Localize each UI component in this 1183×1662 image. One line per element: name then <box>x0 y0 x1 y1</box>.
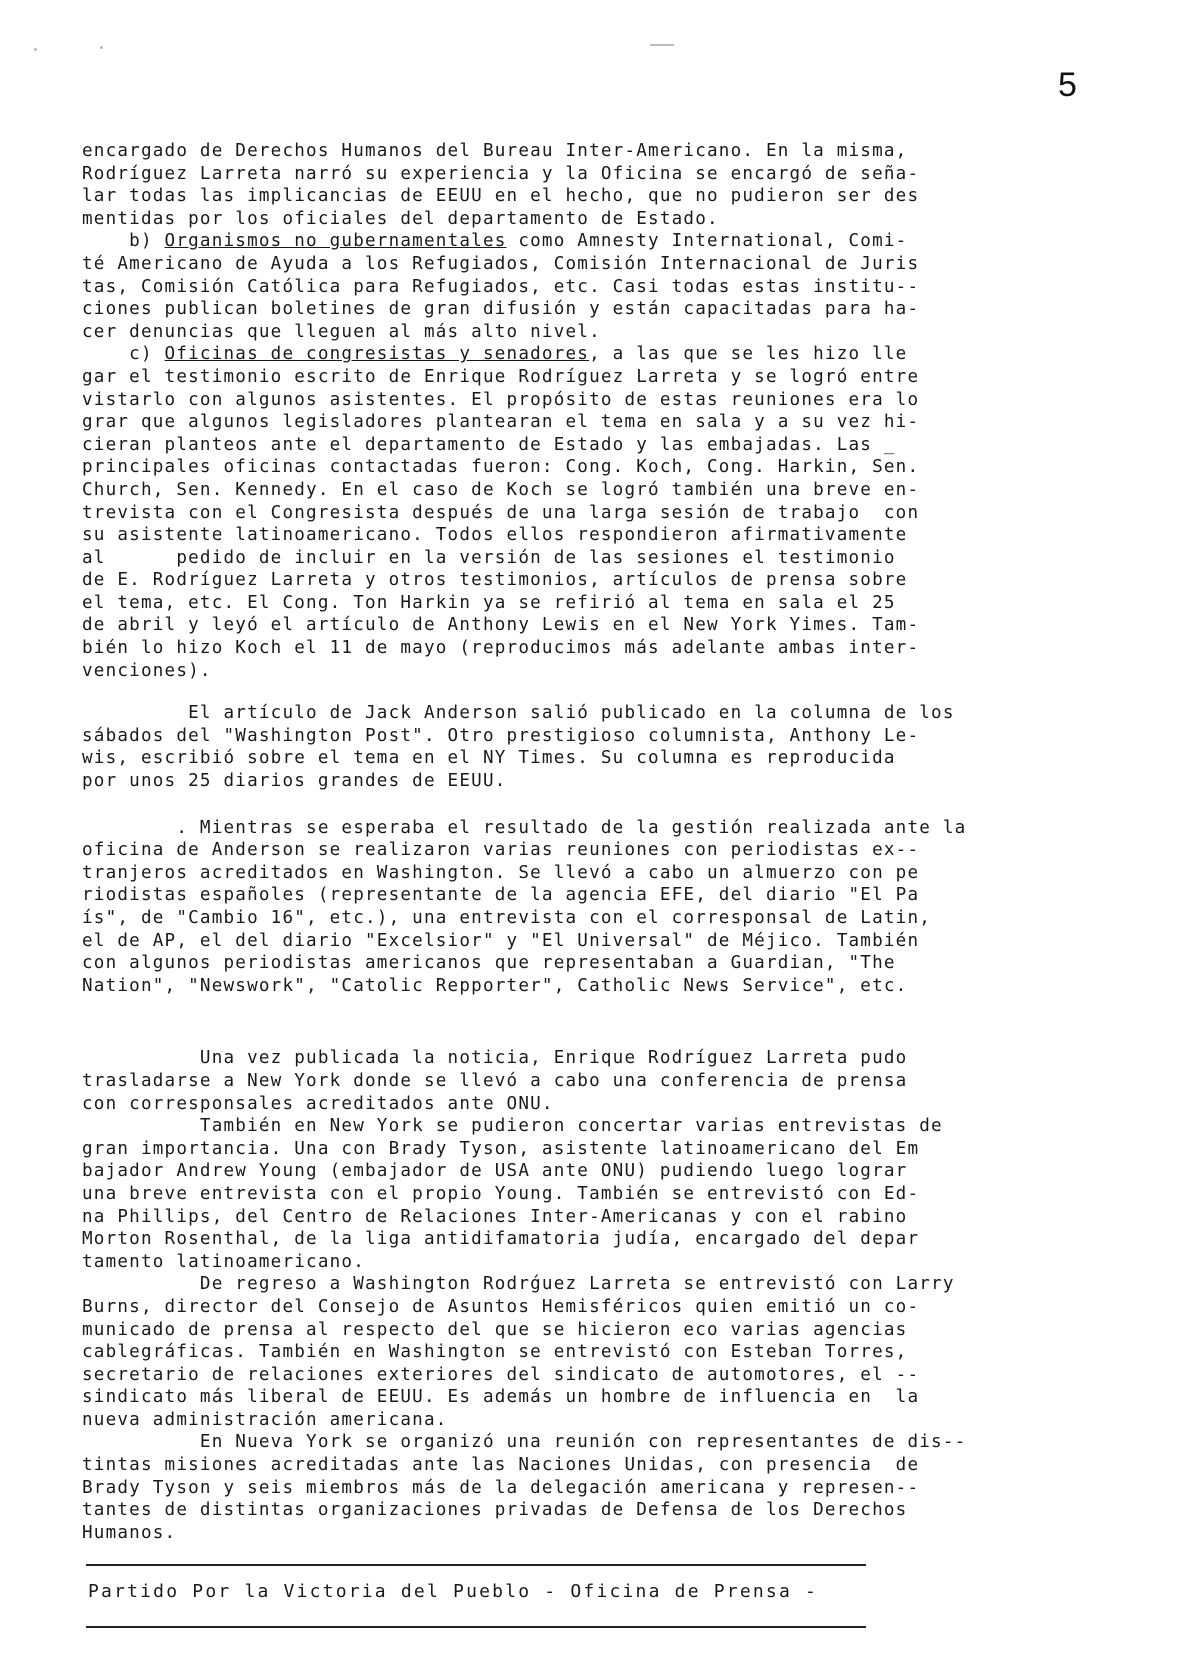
text-line: tantes de distintas organizaciones privadas de Defensa de los Derechos <box>82 1500 908 1521</box>
footer-text: Partido Por la Victoria del Pueblo - Oficina de Prensa - <box>88 1581 819 1602</box>
text-line: Morton Rosenthal, de la liga antidifamatoria judía, encargado del depar <box>82 1229 920 1250</box>
text-line: lar todas las implicancias de EEUU en el hecho, que no pudieron ser des <box>82 186 920 207</box>
text-line: una breve entrevista con el propio Young. También se entrevistó con Ed- <box>82 1183 920 1204</box>
text-line: trevista con el Congresista después de una larga sesión de trabajo con <box>82 502 920 523</box>
text-line: tas, Comisión Católica para Refugiados, etc. Casi todas estas institu-- <box>82 276 920 297</box>
text-line: principales oficinas contactadas fueron: Cong. Koch, Cong. Harkin, Sen. <box>82 457 920 478</box>
text-line: Burns, director del Consejo de Asuntos Hemisféricos quien emitió un co- <box>82 1296 920 1317</box>
item-c <box>82 343 1082 682</box>
text-line: sábados del "Washington Post". Otro prestigioso columnista, Anthony Le- <box>82 725 920 746</box>
text-line: grar que algunos legisladores plantearan el tema en sala y a su vez hi- <box>82 412 920 433</box>
text-line: con corresponsales acreditados ante ONU. <box>82 1093 554 1114</box>
text-line: vistarlo con algunos asistentes. El propósito de estas reuniones era lo <box>82 389 920 410</box>
paragraph-gap <box>82 682 1082 702</box>
text-line: su asistente latinoamericano. Todos ellos respondieron afirmativamente <box>82 525 908 546</box>
text-line: nueva administración americana. <box>82 1409 448 1430</box>
text-line: mentidas por los oficiales del departamento de Estado. <box>82 208 719 229</box>
text-line: bién lo hizo Koch el 11 de mayo (reproducimos más adelante ambas inter- <box>82 638 920 659</box>
text-line: bajador Andrew Young (embajador de USA ante ONU) pudiendo luego lograr <box>82 1161 908 1182</box>
text-line: al pedido de incluir en la versión de las sesiones el testimonio <box>82 547 896 568</box>
text-line: sindicato más liberal de EEUU. Es además un hombre de influencia en la <box>82 1387 920 1408</box>
text-line: En Nueva York se organizó una reunión con representantes de dis-- <box>82 1432 967 1453</box>
item-c-rest: , a las que se les hizo lle <box>589 344 908 365</box>
text-line: Rodríguez Larreta narró su experiencia y la Oficina se encargó de seña- <box>82 163 920 184</box>
text-line: cieran planteos ante el departamento de Estado y las embajadas. Las _ <box>82 434 896 455</box>
text-line: Humanos. <box>82 1522 177 1543</box>
text-line: También en New York se pudieron concertar varias entrevistas de <box>82 1116 943 1137</box>
item-b-heading: Organismos no gubernamentales <box>164 231 507 252</box>
text-line: tamento latinoamericano. <box>82 1251 366 1272</box>
text-line: encargado de Derechos Humanos del Bureau Inter-Americano. En la misma, <box>82 141 908 161</box>
intro-paragraph <box>82 140 1082 230</box>
text-line: por unos 25 diarios grandes de EEUU. <box>82 771 507 792</box>
text-line: El artículo de Jack Anderson salió publicado en la columna de los <box>82 703 955 724</box>
item-c-heading: Oficinas de congresistas y senadores <box>164 344 590 365</box>
text-line: gran importancia. Una con Brady Tyson, asistente latinoamericano del Em <box>82 1138 920 1159</box>
footer-rule-top <box>86 1564 866 1566</box>
item-c-prefix: c) <box>82 344 165 365</box>
text-line: municado de prensa al respecto del que se hicieron eco varias agencias <box>82 1319 908 1340</box>
text-line: . Mientras se esperaba el resultado de la gestión realizada ante la <box>82 817 967 838</box>
scan-speck <box>100 46 103 49</box>
text-line: na Phillips, del Centro de Relaciones Inter-Americanas y con el rabino <box>82 1206 908 1227</box>
footer-rule-bottom <box>86 1626 866 1628</box>
text-line: wis, escribió sobre el tema en el NY Times. Su columna es reproducida <box>82 748 896 769</box>
anderson-paragraph <box>82 702 1082 792</box>
text-line: el de AP, el del diario "Excelsior" y "El Universal" de Méjico. También <box>82 930 920 951</box>
item-b-rest: como Amnesty International, Comi- <box>506 231 908 252</box>
text-line: cer denuncias que lleguen al más alto nivel. <box>82 321 601 342</box>
item-b-prefix: b) <box>82 231 165 252</box>
item-b <box>82 230 1082 343</box>
text-line: tranjeros acreditados en Washington. Se llevó a cabo un almuerzo con pe <box>82 862 920 883</box>
text-line: cablegráficas. También en Washington se entrevistó con Esteban Torres, <box>82 1342 908 1363</box>
newyork-paragraphs <box>82 1047 1082 1544</box>
text-line: tintas misiones acreditadas ante las Naciones Unidas, con presencia de <box>82 1455 920 1476</box>
text-line: con algunos periodistas americanos que representaban a Guardian, "The <box>82 953 896 974</box>
text-line: trasladarse a New York donde se llevó a cabo una conferencia de prensa <box>82 1070 908 1091</box>
scan-speck <box>650 44 674 46</box>
text-line: Brady Tyson y seis miembros más de la delegación americana y represen-- <box>82 1477 920 1498</box>
text-line: té Americano de Ayuda a los Refugiados, Comisión Internacional de Juris <box>82 253 920 274</box>
scan-speck <box>34 48 37 51</box>
document-body <box>82 140 1082 1544</box>
text-line: venciones). <box>82 660 212 681</box>
text-line: ciones publican boletines de gran difusión y están capacitadas para ha- <box>82 299 920 320</box>
item-b-first-line <box>82 230 1082 253</box>
text-line: riodistas españoles (representante de la agencia EFE, del diario "El Pa <box>82 885 920 906</box>
text-line: oficina de Anderson se realizaron varias reuniones con periodistas ex-- <box>82 840 920 861</box>
text-line: de E. Rodríguez Larreta y otros testimonios, artículos de prensa sobre <box>82 570 908 591</box>
text-line: gar el testimonio escrito de Enrique Rodríguez Larreta y se logró entre <box>82 366 920 387</box>
page-number: 5 <box>1058 66 1077 104</box>
text-line: secretario de relaciones exteriores del sindicato de automotores, el -- <box>82 1364 920 1385</box>
text-line: ís", de "Cambio 16", etc.), una entrevista con el corresponsal de Latin, <box>82 908 932 928</box>
text-line: Una vez publicada la noticia, Enrique Rodríguez Larreta pudo <box>82 1048 908 1069</box>
paragraph-gap <box>82 997 1082 1047</box>
text-line: De regreso a Washington Rodrǵuez Larreta se entrevistó con Larry <box>82 1274 955 1295</box>
periodistas-paragraph <box>82 817 1082 998</box>
text-line: de abril y leyó el artículo de Anthony Lewis en el New York Yimes. Tam- <box>82 615 920 636</box>
item-c-first-line <box>82 343 1082 366</box>
paragraph-gap <box>82 793 1082 817</box>
text-line: Nation", "Newswork", "Catolic Repporter", Catholic News Service", etc. <box>82 975 908 996</box>
text-line: el tema, etc. El Cong. Ton Harkin ya se refirió al tema en sala el 25 <box>82 592 896 613</box>
text-line: Church, Sen. Kennedy. En el caso de Koch se logró también una breve en- <box>82 479 920 500</box>
